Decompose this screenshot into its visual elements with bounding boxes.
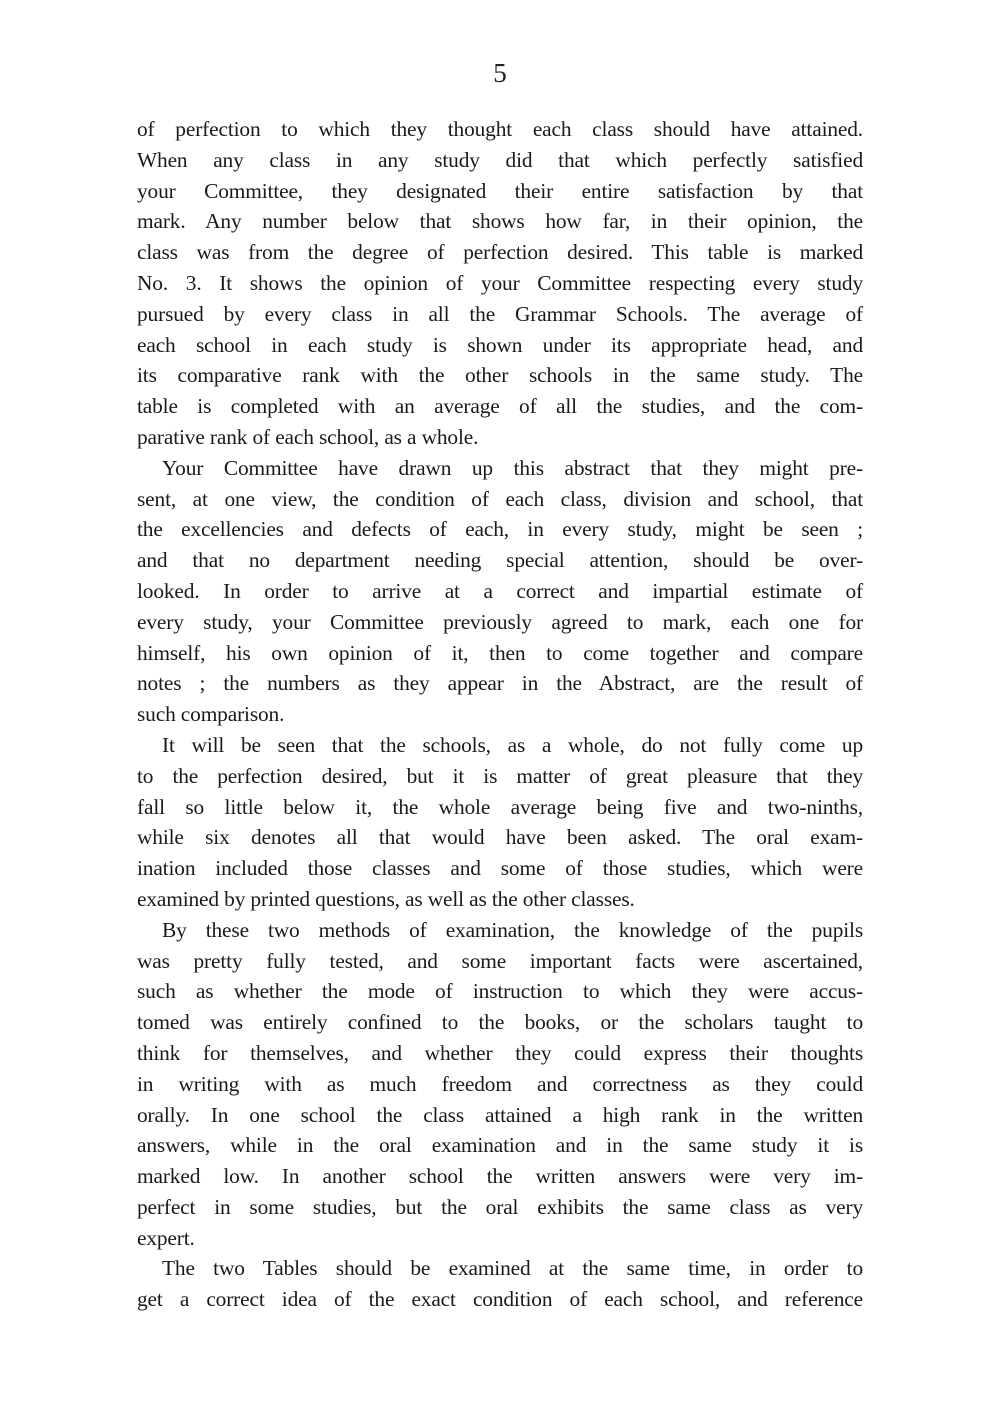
- paragraph: [137, 915, 863, 1254]
- text-line: ination included those classes and some of those studies, which were: [137, 856, 863, 881]
- text-line: expert.: [137, 1225, 195, 1250]
- text-line: to the perfection desired, but it is matter of great pleasure that they: [137, 763, 863, 788]
- page-number: 5: [493, 58, 507, 88]
- text-line: sent, at one view, the condition of each class, division and school, that: [137, 486, 863, 511]
- text-line: each school in each study is shown under its appropriate head, and: [137, 332, 863, 357]
- text-line: tomed was entirely confined to the books, or the scholars taught to: [137, 1010, 863, 1035]
- text-line: the excellencies and defects of each, in every study, might be seen ;: [137, 517, 863, 542]
- text-line: notes ; the numbers as they appear in the Abstract, are the result of: [137, 671, 863, 696]
- text-line: its comparative rank with the other schools in the same study. The: [137, 363, 863, 388]
- text-line: orally. In one school the class attained a high rank in the written: [137, 1102, 863, 1127]
- text-line: mark. Any number below that shows how far, in their opinion, the: [137, 209, 863, 234]
- paragraph: [137, 1253, 863, 1315]
- text-line: was pretty fully tested, and some important facts were ascertained,: [137, 948, 863, 973]
- paragraph: [137, 730, 863, 915]
- text-line: looked. In order to arrive at a correct and impartial estimate of: [137, 578, 863, 603]
- text-line: table is completed with an average of all the studies, and the com-: [137, 394, 863, 419]
- text-line: every study, your Committee previously agreed to mark, each one for: [137, 609, 863, 634]
- text-line: No. 3. It shows the opinion of your Committee respecting every study: [137, 270, 863, 295]
- text-line: himself, his own opinion of it, then to come together and compare: [137, 640, 863, 665]
- text-line: and that no department needing special attention, should be over-: [137, 548, 863, 573]
- paragraph: [137, 114, 863, 453]
- body-text: [137, 114, 863, 1315]
- text-line: fall so little below it, the whole average being five and two-ninths,: [137, 794, 863, 819]
- text-line: marked low. In another school the written answers were very im-: [137, 1164, 863, 1189]
- text-line: while six denotes all that would have been asked. The oral exam-: [137, 825, 863, 850]
- text-line: in writing with as much freedom and correctness as they could: [137, 1071, 863, 1096]
- text-line: your Committee, they designated their entire satisfaction by that: [137, 178, 863, 203]
- text-line: such comparison.: [137, 702, 285, 727]
- text-line: parative rank of each school, as a whole.: [137, 424, 479, 449]
- text-line: think for themselves, and whether they could express their thoughts: [137, 1040, 863, 1065]
- text-line: By these two methods of examination, the knowledge of the pupils: [162, 917, 863, 942]
- text-line: get a correct idea of the exact condition of each school, and reference: [137, 1287, 863, 1312]
- text-line: The two Tables should be examined at the same time, in order to: [162, 1256, 863, 1281]
- text-line: answers, while in the oral examination and in the same study it is: [137, 1133, 863, 1158]
- text-line: such as whether the mode of instruction to which they were accus-: [137, 979, 863, 1004]
- text-line: Your Committee have drawn up this abstract that they might pre-: [162, 455, 863, 480]
- text-line: It will be seen that the schools, as a whole, do not fully come up: [162, 732, 863, 757]
- text-line: pursued by every class in all the Grammar Schools. The average of: [137, 301, 863, 326]
- text-line: perfect in some studies, but the oral exhibits the same class as very: [137, 1194, 863, 1219]
- text-line: of perfection to which they thought each class should have attained.: [137, 117, 863, 141]
- paragraph: [137, 453, 863, 730]
- text-line: examined by printed questions, as well as the other classes.: [137, 886, 635, 911]
- text-line: When any class in any study did that which perfectly satisfied: [137, 147, 863, 172]
- text-line: class was from the degree of perfection desired. This table is marked: [137, 240, 863, 265]
